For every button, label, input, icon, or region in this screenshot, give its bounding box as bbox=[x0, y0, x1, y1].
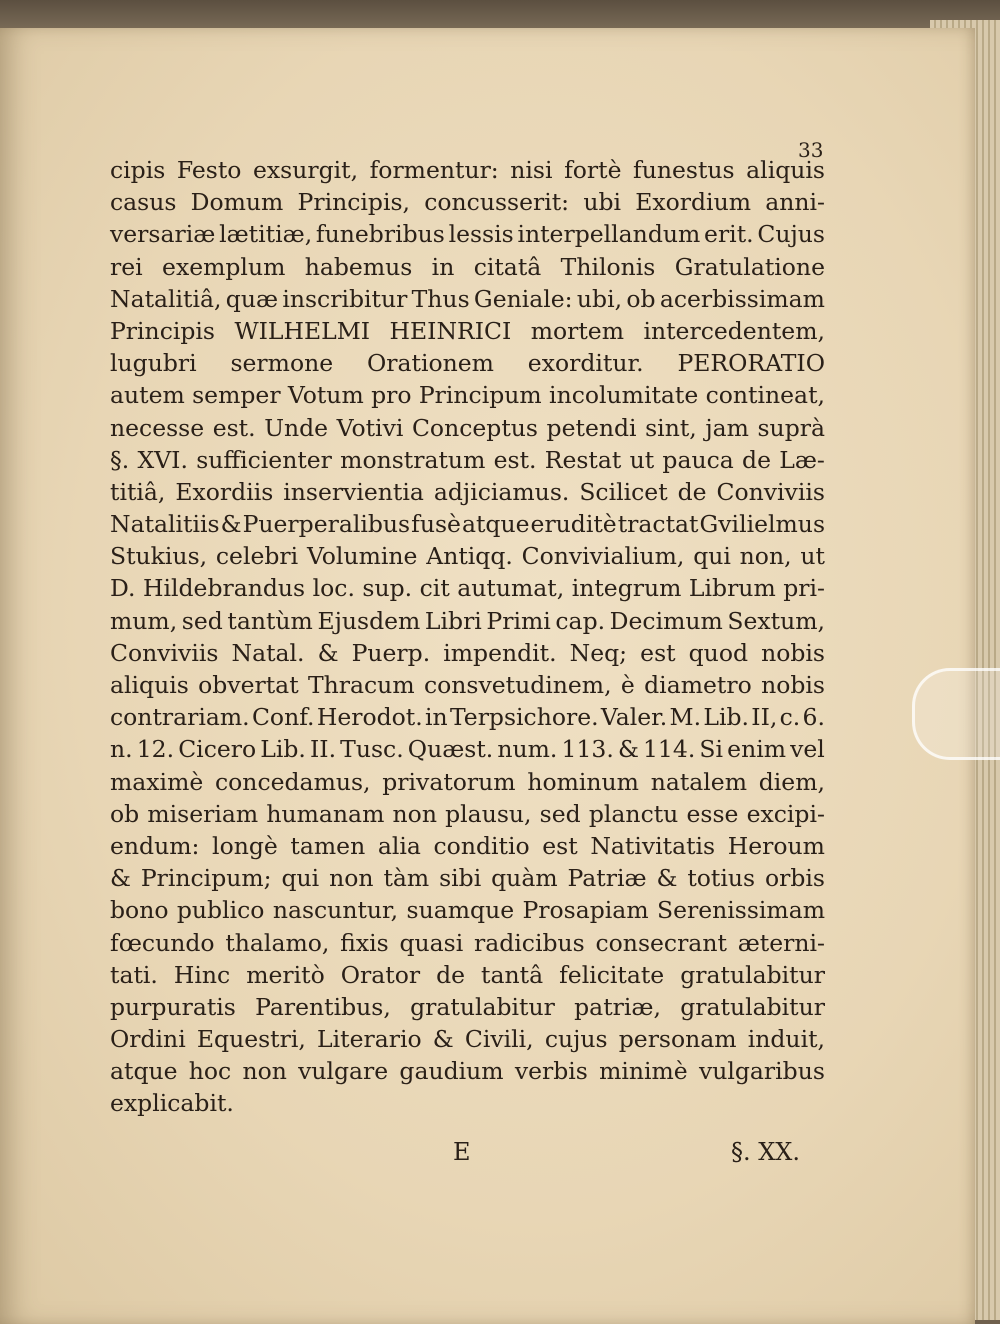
page-number: 33 bbox=[798, 138, 824, 162]
page-footer bbox=[110, 1138, 800, 1178]
text-line: n. 12. Cicero Lib. II. Tusc. Quæst. num. 113. & 114. Si enim vel bbox=[110, 735, 825, 764]
text-line: Conviviis Natal. & Puerp. impendit. Neq; est quod nobis bbox=[110, 638, 825, 667]
text-line: autem semper Votum pro Principum incolumitate contineat, bbox=[110, 381, 825, 410]
text-line: tati. Hinc meritò Orator de tantâ felicitate gratulabitur bbox=[110, 960, 825, 989]
text-line: ob miseriam humanam non plausu, sed planctu esse excipi- bbox=[110, 799, 825, 828]
text-line: contrariam. Conf. Herodot. in Terpsichore. Valer. M. Lib. II, c. 6. bbox=[110, 703, 825, 732]
text-line: maximè concedamus, privatorum hominum natalem diem, bbox=[110, 767, 825, 796]
text-line: D. Hildebrandus loc. sup. cit autumat, integrum Librum pri- bbox=[110, 574, 825, 603]
text-line: Natalitiis & Puerperalibus fusè atque eruditè tractat Gvilielmus bbox=[110, 510, 825, 539]
text-line: Natalitiâ, quæ inscribitur Thus Geniale: ubi, ob acerbissimam bbox=[110, 284, 825, 313]
text-line: mum, sed tantùm Ejusdem Libri Primi cap. Decimum Sextum, bbox=[110, 606, 825, 635]
text-line: atque hoc non vulgare gaudium verbis minimè vulgaribus bbox=[110, 1057, 825, 1086]
text-line: Ordini Equestri, Literario & Civili, cujus personam induit, bbox=[110, 1025, 825, 1054]
text-line: explicabit. bbox=[110, 1089, 234, 1118]
body-text bbox=[110, 154, 825, 1120]
text-line: & Principum; qui non tàm sibi quàm Patriæ & totius orbis bbox=[110, 864, 825, 893]
text-line: Principis WILHELMI HEINRICI mortem intercedentem, bbox=[110, 316, 825, 345]
signature-mark: E bbox=[453, 1138, 471, 1166]
page-clip bbox=[912, 668, 1000, 760]
text-line: §. XVI. sufficienter monstratum est. Restat ut pauca de Læ- bbox=[110, 445, 825, 474]
text-line: versariæ lætitiæ, funebribus lessis interpellandum erit. Cujus bbox=[110, 220, 825, 249]
text-line: fœcundo thalamo, fixis quasi radicibus consecrant æterni- bbox=[110, 928, 825, 957]
text-line: bono publico nascuntur, suamque Prosapiam Serenissimam bbox=[110, 896, 825, 925]
text-line: rei exemplum habemus in citatâ Thilonis Gratulatione bbox=[110, 252, 825, 281]
text-line: Stukius, celebri Volumine Antiqq. Convivialium, qui non, ut bbox=[110, 542, 825, 571]
text-line: necesse est. Unde Votivi Conceptus petendi sint, jam suprà bbox=[110, 413, 825, 442]
text-line: cipis Festo exsurgit, formentur: nisi fortè funestus aliquis bbox=[110, 156, 825, 184]
text-line: titiâ, Exordiis inservientia adjiciamus. Scilicet de Conviviis bbox=[110, 477, 825, 506]
catchword: §. XX. bbox=[730, 1138, 800, 1166]
page-sheet bbox=[0, 28, 975, 1324]
text-line: purpuratis Parentibus, gratulabitur patriæ, gratulabitur bbox=[110, 992, 825, 1021]
text-line: casus Domum Principis, concusserit: ubi Exordium anni- bbox=[110, 188, 825, 217]
text-line: lugubri sermone Orationem exorditur. PERORATIO bbox=[110, 349, 825, 378]
text-line: aliquis obvertat Thracum consvetudinem, è diametro nobis bbox=[110, 671, 825, 699]
text-line: endum: longè tamen alia conditio est Nativitatis Heroum bbox=[110, 831, 825, 860]
